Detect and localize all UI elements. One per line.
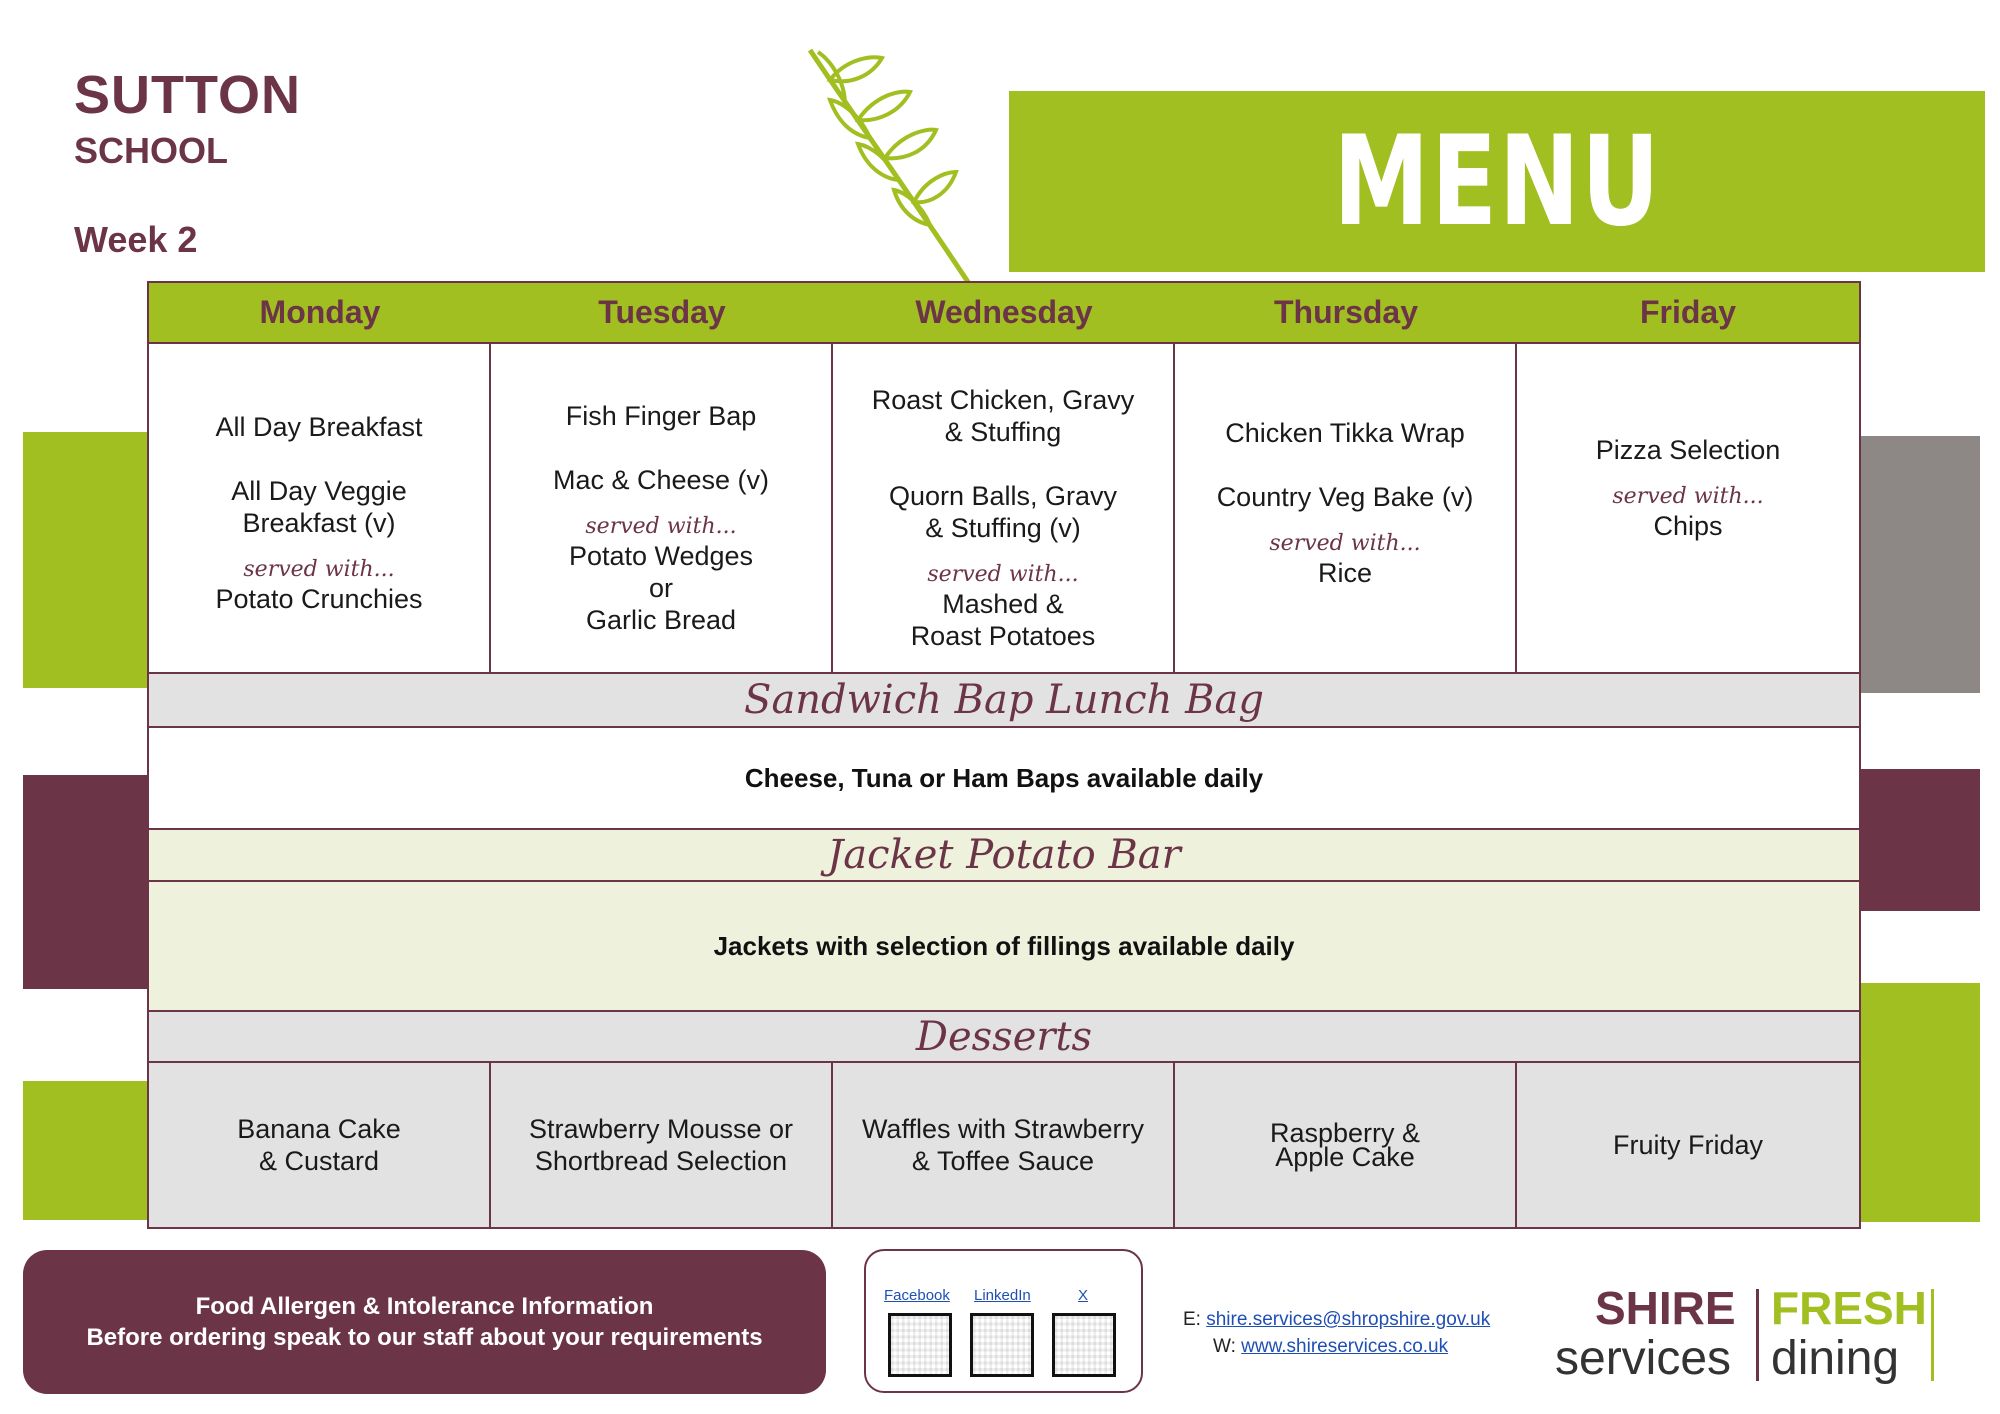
mains-friday xyxy=(1517,344,1859,672)
email-row xyxy=(1183,1306,1490,1333)
right-green-block xyxy=(1861,983,1980,1222)
tuesday-option-2: Mac & Cheese (v) xyxy=(552,465,770,495)
desserts-row xyxy=(147,1063,1861,1229)
wednesday-side-1: Mashed & xyxy=(942,589,1064,619)
dessert-thursday-line1: Raspberry & xyxy=(1269,1118,1421,1148)
x-qr-code-icon[interactable] xyxy=(1052,1313,1116,1377)
left-green-block-top xyxy=(23,432,147,688)
thursday-served-with: served with... xyxy=(1269,531,1421,556)
email-label: E: xyxy=(1183,1309,1201,1330)
wednesday-option-2: Quorn Balls, Gravy xyxy=(888,481,1118,511)
tuesday-side-or: or xyxy=(648,573,673,603)
logo-divider-right xyxy=(1931,1289,1934,1381)
dessert-tuesday-line1: Strawberry Mousse or xyxy=(528,1114,794,1144)
friday-option-1: Pizza Selection xyxy=(1595,435,1781,465)
social-links-box xyxy=(864,1249,1143,1393)
leaf-sprig-icon xyxy=(790,40,990,290)
thursday-option-2: Country Veg Bake (v) xyxy=(1216,482,1474,512)
x-link[interactable]: X xyxy=(1078,1287,1089,1304)
sandwich-section-text: Cheese, Tuna or Ham Baps available daily xyxy=(147,728,1861,830)
dessert-wednesday-line2: & Toffee Sauce xyxy=(911,1146,1095,1176)
linkedin-qr-code-icon[interactable] xyxy=(970,1313,1034,1377)
facebook-link[interactable]: Facebook xyxy=(884,1287,950,1304)
logo-dining: dining xyxy=(1771,1332,1900,1385)
day-header-wednesday: Wednesday xyxy=(833,283,1175,342)
left-plum-block xyxy=(23,775,147,989)
dessert-wednesday xyxy=(833,1063,1175,1227)
web-row xyxy=(1183,1333,1490,1360)
dessert-friday xyxy=(1517,1063,1859,1227)
friday-served-with: served with... xyxy=(1612,484,1764,509)
thursday-side: Rice xyxy=(1317,558,1372,588)
sandwich-section-title: Sandwich Bap Lunch Bag xyxy=(147,674,1861,728)
logo-shire: SHIRE xyxy=(1595,1282,1736,1334)
dessert-monday xyxy=(149,1063,491,1227)
day-header-thursday: Thursday xyxy=(1175,283,1517,342)
wednesday-option-2-line2: & Stuffing (v) xyxy=(925,513,1081,543)
day-header-tuesday: Tuesday xyxy=(491,283,833,342)
wednesday-side-2: Roast Potatoes xyxy=(910,621,1096,651)
web-link[interactable]: www.shireservices.co.uk xyxy=(1241,1336,1449,1357)
mains-row xyxy=(147,342,1861,674)
allergen-line2: Before ordering speak to our staff about your requirements xyxy=(86,1324,763,1351)
week-label: Week 2 xyxy=(74,219,198,260)
menu-banner xyxy=(1009,91,1985,272)
monday-option-1: All Day Breakfast xyxy=(215,412,423,442)
allergen-info-box xyxy=(23,1250,826,1394)
wednesday-option-1-line2: & Stuffing xyxy=(944,417,1062,447)
dessert-friday-line1: Fruity Friday xyxy=(1612,1130,1764,1160)
mains-thursday xyxy=(1175,344,1517,672)
menu-table xyxy=(147,281,1861,1229)
left-green-block-bottom xyxy=(23,1081,147,1220)
jacket-section-title: Jacket Potato Bar xyxy=(147,830,1861,882)
monday-option-2-line2: Breakfast (v) xyxy=(242,508,396,538)
dessert-thursday xyxy=(1175,1063,1517,1227)
friday-side: Chips xyxy=(1653,511,1723,541)
logo-divider xyxy=(1756,1289,1759,1381)
day-header-friday: Friday xyxy=(1517,283,1859,342)
dessert-monday-line2: & Custard xyxy=(258,1146,380,1176)
right-plum-block xyxy=(1861,769,1980,911)
tuesday-side-2: Garlic Bread xyxy=(585,605,737,635)
day-header-monday: Monday xyxy=(149,283,491,342)
desserts-section-title: Desserts xyxy=(147,1012,1861,1063)
wednesday-served-with: served with... xyxy=(927,562,1079,587)
tuesday-side-1: Potato Wedges xyxy=(568,541,754,571)
web-label: W: xyxy=(1213,1336,1236,1357)
dessert-thursday-line2: Apple Cake xyxy=(1275,1142,1415,1172)
jacket-section-text: Jackets with selection of fillings available daily xyxy=(147,882,1861,1012)
mains-tuesday xyxy=(491,344,833,672)
allergen-line1: Food Allergen & Intolerance Information xyxy=(195,1293,654,1320)
tuesday-option-1: Fish Finger Bap xyxy=(565,401,757,431)
wednesday-option-1: Roast Chicken, Gravy xyxy=(871,385,1135,415)
right-grey-block xyxy=(1861,436,1980,693)
school-name: SUTTON xyxy=(74,65,302,125)
dessert-wednesday-line1: Waffles with Strawberry xyxy=(861,1114,1145,1144)
school-subtitle: SCHOOL xyxy=(74,130,229,171)
tuesday-served-with: served with... xyxy=(585,514,737,539)
monday-side: Potato Crunchies xyxy=(215,584,423,614)
facebook-qr-code-icon[interactable] xyxy=(888,1313,952,1377)
linkedin-link[interactable]: LinkedIn xyxy=(974,1287,1031,1304)
mains-wednesday xyxy=(833,344,1175,672)
day-header-row xyxy=(147,281,1861,342)
dessert-tuesday xyxy=(491,1063,833,1227)
monday-served-with: served with... xyxy=(243,557,395,582)
thursday-option-1: Chicken Tikka Wrap xyxy=(1225,418,1465,448)
dessert-monday-line1: Banana Cake xyxy=(237,1114,401,1144)
email-link[interactable]: shire.services@shropshire.gov.uk xyxy=(1206,1309,1491,1330)
contact-info xyxy=(1183,1306,1490,1360)
menu-title: MENU xyxy=(1332,109,1662,254)
mains-monday xyxy=(149,344,491,672)
monday-option-2: All Day Veggie xyxy=(231,476,407,506)
logo-fresh: FRESH xyxy=(1771,1282,1927,1334)
logo-services: services xyxy=(1555,1332,1732,1385)
shire-services-logo xyxy=(1553,1281,1943,1389)
dessert-tuesday-line2: Shortbread Selection xyxy=(534,1146,788,1176)
